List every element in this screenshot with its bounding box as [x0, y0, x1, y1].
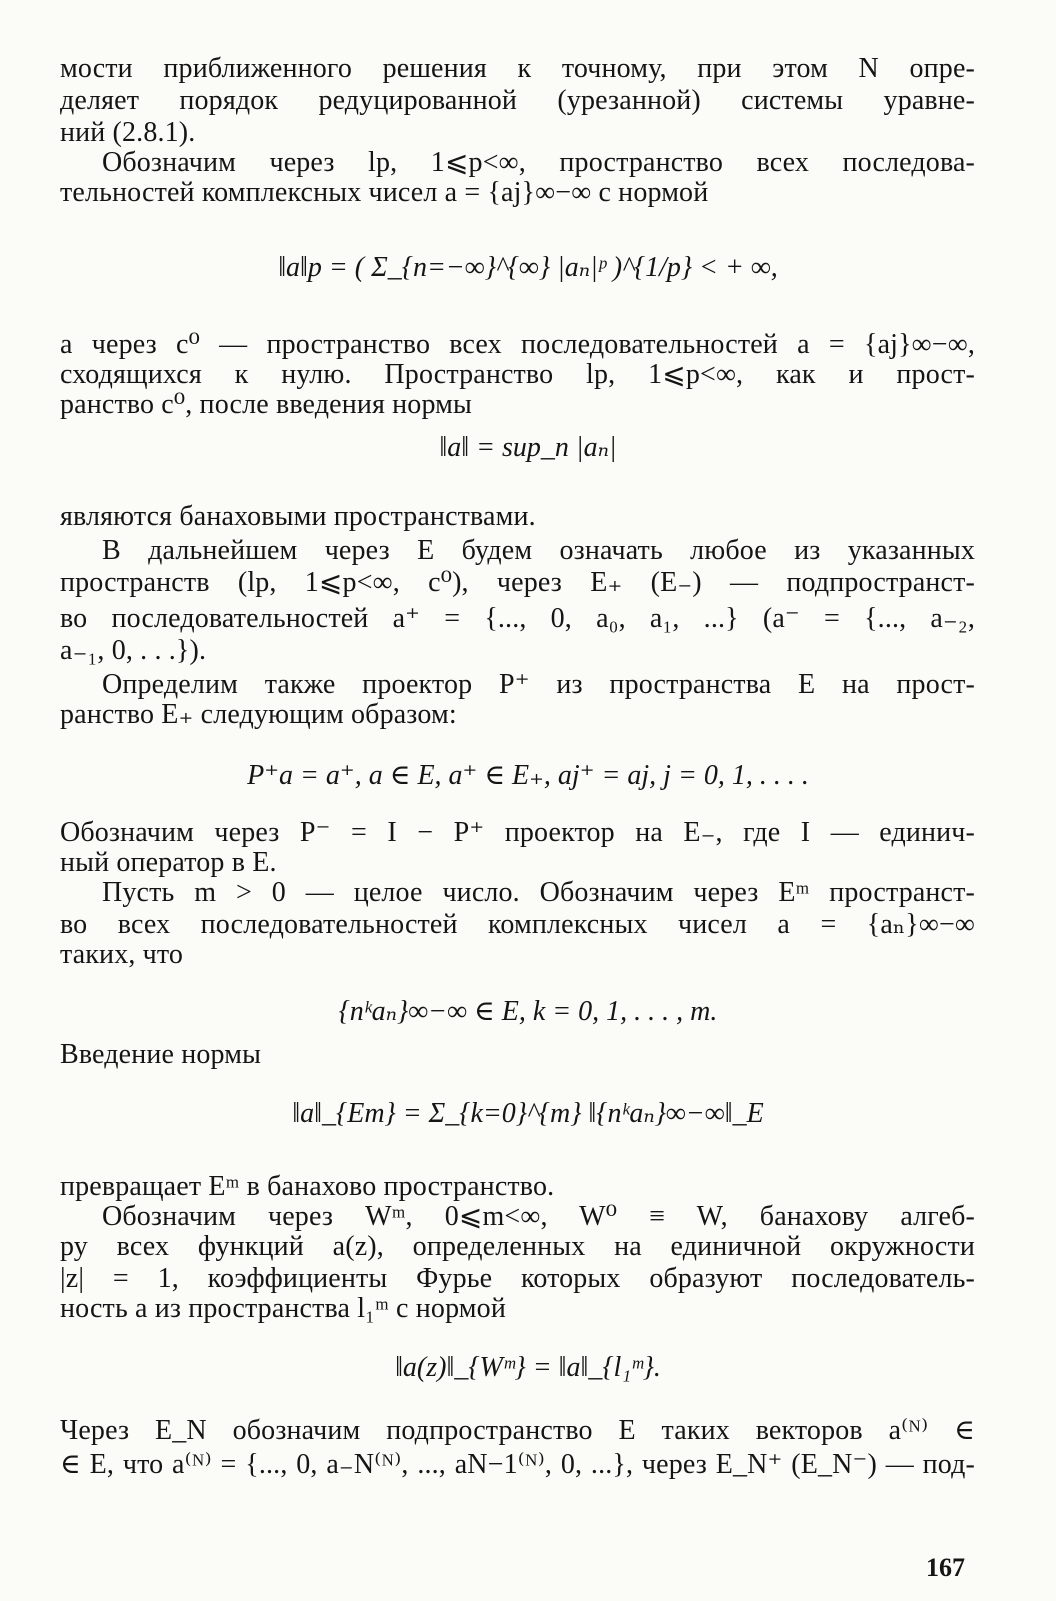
- text-line: превращает Eᵐ в банахово пространство.: [60, 1171, 555, 1202]
- formula-em-norm: ‖a‖_{Em} = Σ_{k=0}^{m} ‖{nᵏaₙ}∞−∞‖_E: [292, 1098, 764, 1129]
- text-line: а через c⁰ — пространство всех последовательностей a = {aj}∞−∞,: [60, 329, 975, 360]
- formula-em-condition: {nᵏaₙ}∞−∞ ∈ E, k = 0, 1, . . . , m.: [338, 996, 718, 1027]
- text-line: мости приближенного решения к точному, при этом N опре-: [60, 53, 975, 84]
- text-line: ный оператор в E.: [60, 847, 277, 878]
- formula-lp-norm: ‖a‖p = ( Σ_{n=−∞}^{∞} |aₙ|ᵖ )^{1/p} < + ∞,: [278, 252, 778, 283]
- text-line: являются банаховыми пространствами.: [60, 501, 536, 532]
- text-line: |z| = 1, коэффициенты Фурье которых образуют последователь-: [60, 1263, 975, 1294]
- text-line: пространств (lp, 1⩽p<∞, c⁰), через E₊ (E₋) — подпространст-: [60, 567, 975, 598]
- page-number: 167: [926, 1553, 965, 1582]
- text-line: Введение нормы: [60, 1039, 262, 1070]
- text-line: ность a из пространства l₁ᵐ с нормой: [60, 1293, 506, 1324]
- text-line: Обозначим через P⁻ = I − P⁺ проектор на E₋, где I — единич-: [60, 817, 975, 848]
- text-line: a₋₁, 0, . . .}).: [60, 635, 207, 666]
- text-line: ний (2.8.1).: [60, 117, 196, 148]
- text-line: ранство E₊ следующим образом:: [60, 699, 457, 730]
- formula-wm-norm: ‖a(z)‖_{Wᵐ} = ‖a‖_{l₁ᵐ}.: [395, 1352, 661, 1383]
- text-line: таких, что: [60, 939, 184, 970]
- text-line: ру всех функций a(z), определенных на единичной окружности: [60, 1231, 975, 1262]
- text-line: во последовательностей a⁺ = {..., 0, a₀, a₁, ...} (a⁻ = {..., a₋₂,: [60, 603, 975, 634]
- text-line: деляет порядок редуцированной (урезанной) системы уравне-: [60, 85, 975, 116]
- text-line: Обозначим через lp, 1⩽p<∞, пространство всех последова-: [102, 147, 975, 178]
- text-line: Определим также проектор P⁺ из пространства E на прост-: [102, 669, 975, 700]
- text-line: во всех последовательностей комплексных чисел a = {aₙ}∞−∞: [60, 909, 975, 940]
- text-line: Пусть m > 0 — целое число. Обозначим через Eᵐ пространст-: [102, 877, 975, 908]
- text-line: В дальнейшем через E будем означать любое из указанных: [102, 535, 975, 566]
- formula-sup-norm: ‖a‖ = sup_n |aₙ|: [439, 432, 617, 463]
- text-line: ∈ E, что a⁽ᴺ⁾ = {..., 0, a₋N⁽ᴺ⁾, ..., aN−1⁽ᴺ⁾, 0, ...}, через E_N⁺ (E_N⁻) — под-: [60, 1449, 975, 1480]
- text-line: Обозначим через Wᵐ, 0⩽m<∞, W⁰ ≡ W, банахову алгеб-: [102, 1201, 975, 1232]
- text-line: Через E_N обозначим подпространство E таких векторов a⁽ᴺ⁾ ∈: [60, 1415, 975, 1446]
- text-line: сходящихся к нулю. Пространство lp, 1⩽p<∞, как и прост-: [60, 359, 975, 390]
- formula-projector: P⁺a = a⁺, a ∈ E, a⁺ ∈ E₊, aj⁺ = aj, j = 0, 1, . . . .: [247, 760, 809, 791]
- text-line: ранство c⁰, после введения нормы: [60, 389, 473, 420]
- text-line: тельностей комплексных чисел a = {aj}∞−∞ с нормой: [60, 177, 709, 208]
